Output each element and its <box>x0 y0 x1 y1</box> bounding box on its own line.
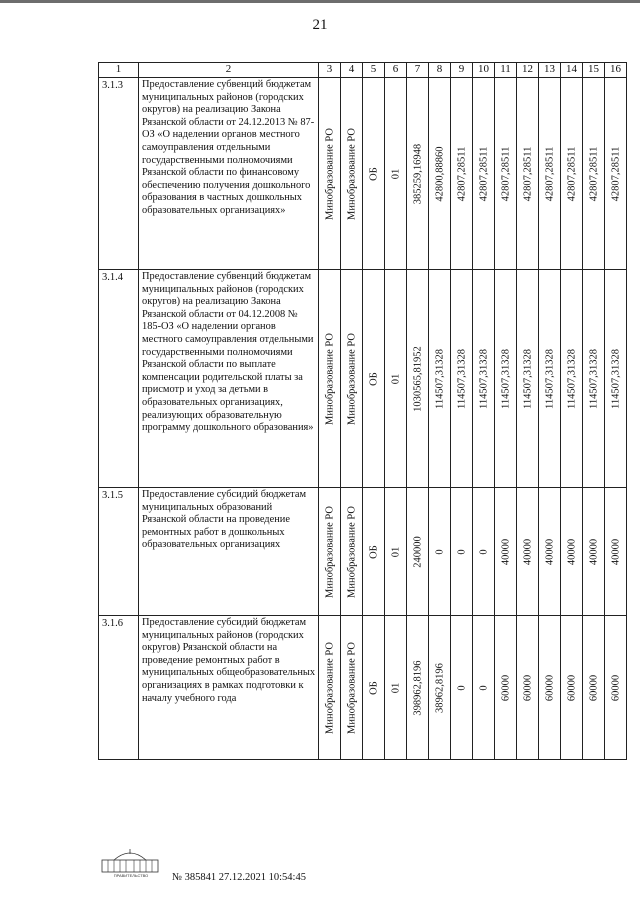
cell-text: 0 <box>456 684 467 691</box>
cell-text: Минобразование РО <box>346 641 357 734</box>
responsible-cell <box>319 78 341 270</box>
cell-text: 42807,28511 <box>522 146 533 201</box>
cell-text: 60000 <box>544 674 555 701</box>
government-stamp-icon <box>100 848 162 878</box>
header-cell: 5 <box>363 63 385 78</box>
header-cell: 7 <box>407 63 429 78</box>
cell-text: ОБ <box>368 166 379 181</box>
program-table <box>98 62 627 760</box>
cell-text: 40000 <box>500 538 511 565</box>
header-cell: 12 <box>517 63 539 78</box>
header-cell: 9 <box>451 63 473 78</box>
cell-text: 114507,31328 <box>522 348 533 409</box>
total-cell <box>407 78 429 270</box>
row-description: Предоставление субсидий бюджетам муниципальных районов (городских округов) Рязанской области на проведение ремонтных работ в муниципальных общеобразовательных организациях в рамках подготовки к началу учебного года <box>139 616 319 760</box>
coexecutor-cell <box>341 78 363 270</box>
cell-text: 01 <box>390 373 401 384</box>
cell-text: 42807,28511 <box>566 146 577 201</box>
cell-text: 114507,31328 <box>434 348 445 409</box>
year-value-cell <box>495 270 517 488</box>
year-value-cell <box>561 488 583 616</box>
year-value-cell <box>451 488 473 616</box>
year-value-cell <box>451 78 473 270</box>
cell-text: 114507,31328 <box>500 348 511 409</box>
year-value-cell <box>517 488 539 616</box>
cell-text: 1030565,81952 <box>412 345 423 412</box>
row-number: 3.1.6 <box>99 616 139 760</box>
code-cell <box>385 488 407 616</box>
coexecutor-cell <box>341 616 363 760</box>
header-cell: 1 <box>99 63 139 78</box>
row-description: Предоставление субвенций бюджетам муниципальных районов (городских округов) на реализацию Закона Рязанской области от 24.12.2013 № 87-ОЗ «О наделении органов местного самоуправления отдельными государственными полномочиями Рязанской области по финансовому обеспечению получения дошкольного образования в частных дошкольных образовательных организациях» <box>139 78 319 270</box>
year-value-cell <box>451 270 473 488</box>
header-cell: 16 <box>605 63 627 78</box>
source-cell <box>363 78 385 270</box>
table-row <box>99 270 627 488</box>
table-row <box>99 78 627 270</box>
cell-text: 01 <box>390 682 401 693</box>
row-description: Предоставление субвенций бюджетам муниципальных районов (городских округов) на реализацию Закона Рязанской области от 04.12.2008 № 185-ОЗ «О наделении органов местного самоуправления отдельными государственными полномочиями Рязанской области по выплате компенсации родительской платы за присмотр и уход за детьми в образовательных организациях, реализующих образовательную программу дошкольного образования» <box>139 270 319 488</box>
total-cell <box>407 616 429 760</box>
cell-text: 0 <box>478 684 489 691</box>
total-cell <box>407 488 429 616</box>
cell-text: Минобразование РО <box>324 127 335 220</box>
year-value-cell <box>429 270 451 488</box>
cell-text: 114507,31328 <box>478 348 489 409</box>
cell-text: ОБ <box>368 371 379 386</box>
cell-text: 42807,28511 <box>456 146 467 201</box>
header-cell: 14 <box>561 63 583 78</box>
cell-text: Минобразование РО <box>324 505 335 598</box>
row-number: 3.1.4 <box>99 270 139 488</box>
year-value-cell <box>429 78 451 270</box>
year-value-cell <box>583 270 605 488</box>
row-number: 3.1.3 <box>99 78 139 270</box>
header-cell: 3 <box>319 63 341 78</box>
cell-text: 60000 <box>500 674 511 701</box>
year-value-cell <box>605 488 627 616</box>
year-value-cell <box>561 270 583 488</box>
header-cell: 8 <box>429 63 451 78</box>
cell-text: 0 <box>434 548 445 555</box>
header-cell: 10 <box>473 63 495 78</box>
code-cell <box>385 78 407 270</box>
header-cell: 11 <box>495 63 517 78</box>
year-value-cell <box>429 488 451 616</box>
cell-text: 01 <box>390 546 401 557</box>
table-row <box>99 616 627 760</box>
responsible-cell <box>319 616 341 760</box>
year-value-cell <box>583 78 605 270</box>
cell-text: Минобразование РО <box>346 505 357 598</box>
header-cell: 4 <box>341 63 363 78</box>
source-cell <box>363 270 385 488</box>
year-value-cell <box>451 616 473 760</box>
year-value-cell <box>561 78 583 270</box>
total-cell <box>407 270 429 488</box>
cell-text: 40000 <box>522 538 533 565</box>
cell-text: 40000 <box>610 538 621 565</box>
table-row <box>99 488 627 616</box>
header-cell: 2 <box>139 63 319 78</box>
source-cell <box>363 488 385 616</box>
cell-text: 40000 <box>588 538 599 565</box>
year-value-cell <box>473 78 495 270</box>
cell-text: 42807,28511 <box>478 146 489 201</box>
cell-text: 0 <box>456 548 467 555</box>
cell-text: 114507,31328 <box>566 348 577 409</box>
cell-text: 60000 <box>522 674 533 701</box>
year-value-cell <box>605 270 627 488</box>
header-cell: 13 <box>539 63 561 78</box>
code-cell <box>385 270 407 488</box>
code-cell <box>385 616 407 760</box>
cell-text: 60000 <box>610 674 621 701</box>
cell-text: Минобразование РО <box>324 332 335 425</box>
year-value-cell <box>473 488 495 616</box>
responsible-cell <box>319 270 341 488</box>
year-value-cell <box>495 616 517 760</box>
coexecutor-cell <box>341 270 363 488</box>
year-value-cell <box>539 270 561 488</box>
year-value-cell <box>473 616 495 760</box>
year-value-cell <box>429 616 451 760</box>
cell-text: 60000 <box>566 674 577 701</box>
cell-text: 114507,31328 <box>456 348 467 409</box>
cell-text: 40000 <box>566 538 577 565</box>
year-value-cell <box>495 78 517 270</box>
row-description: Предоставление субсидий бюджетам муниципальных образований Рязанской области на проведение ремонтных работ в дошкольных образовательных организациях <box>139 488 319 616</box>
year-value-cell <box>473 270 495 488</box>
year-value-cell <box>539 78 561 270</box>
year-value-cell <box>539 488 561 616</box>
year-value-cell <box>517 270 539 488</box>
cell-text: 42800,88860 <box>434 145 445 202</box>
cell-text: 40000 <box>544 538 555 565</box>
header-cell: 6 <box>385 63 407 78</box>
cell-text: 114507,31328 <box>610 348 621 409</box>
cell-text: Минобразование РО <box>346 332 357 425</box>
year-value-cell <box>517 616 539 760</box>
header-cell: 15 <box>583 63 605 78</box>
cell-text: 60000 <box>588 674 599 701</box>
cell-text: 38962,8196 <box>434 662 445 713</box>
cell-text: 42807,28511 <box>500 146 511 201</box>
year-value-cell <box>583 488 605 616</box>
cell-text: 42807,28511 <box>610 146 621 201</box>
year-value-cell <box>605 78 627 270</box>
row-number: 3.1.5 <box>99 488 139 616</box>
year-value-cell <box>605 616 627 760</box>
cell-text: 42807,28511 <box>544 146 555 201</box>
cell-text: Минобразование РО <box>324 641 335 734</box>
year-value-cell <box>539 616 561 760</box>
year-value-cell <box>517 78 539 270</box>
year-value-cell <box>583 616 605 760</box>
year-value-cell <box>561 616 583 760</box>
cell-text: 114507,31328 <box>588 348 599 409</box>
cell-text: 42807,28511 <box>588 146 599 201</box>
cell-text: Минобразование РО <box>346 127 357 220</box>
cell-text: 01 <box>390 168 401 179</box>
registration-number: № 385841 27.12.2021 10:54:45 <box>172 872 306 883</box>
page-number: 21 <box>312 17 328 33</box>
responsible-cell <box>319 488 341 616</box>
year-value-cell <box>495 488 517 616</box>
cell-text: 114507,31328 <box>544 348 555 409</box>
cell-text: ОБ <box>368 680 379 695</box>
cell-text: 385259,16948 <box>412 143 423 204</box>
cell-text: 240000 <box>412 535 423 568</box>
cell-text: 398962,8196 <box>412 659 423 716</box>
top-border-line <box>0 0 640 3</box>
source-cell <box>363 616 385 760</box>
cell-text: 0 <box>478 548 489 555</box>
svg-text:ПРАВИТЕЛЬСТВО: ПРАВИТЕЛЬСТВО <box>113 873 149 878</box>
cell-text: ОБ <box>368 544 379 559</box>
coexecutor-cell <box>341 488 363 616</box>
header-row <box>99 63 627 78</box>
